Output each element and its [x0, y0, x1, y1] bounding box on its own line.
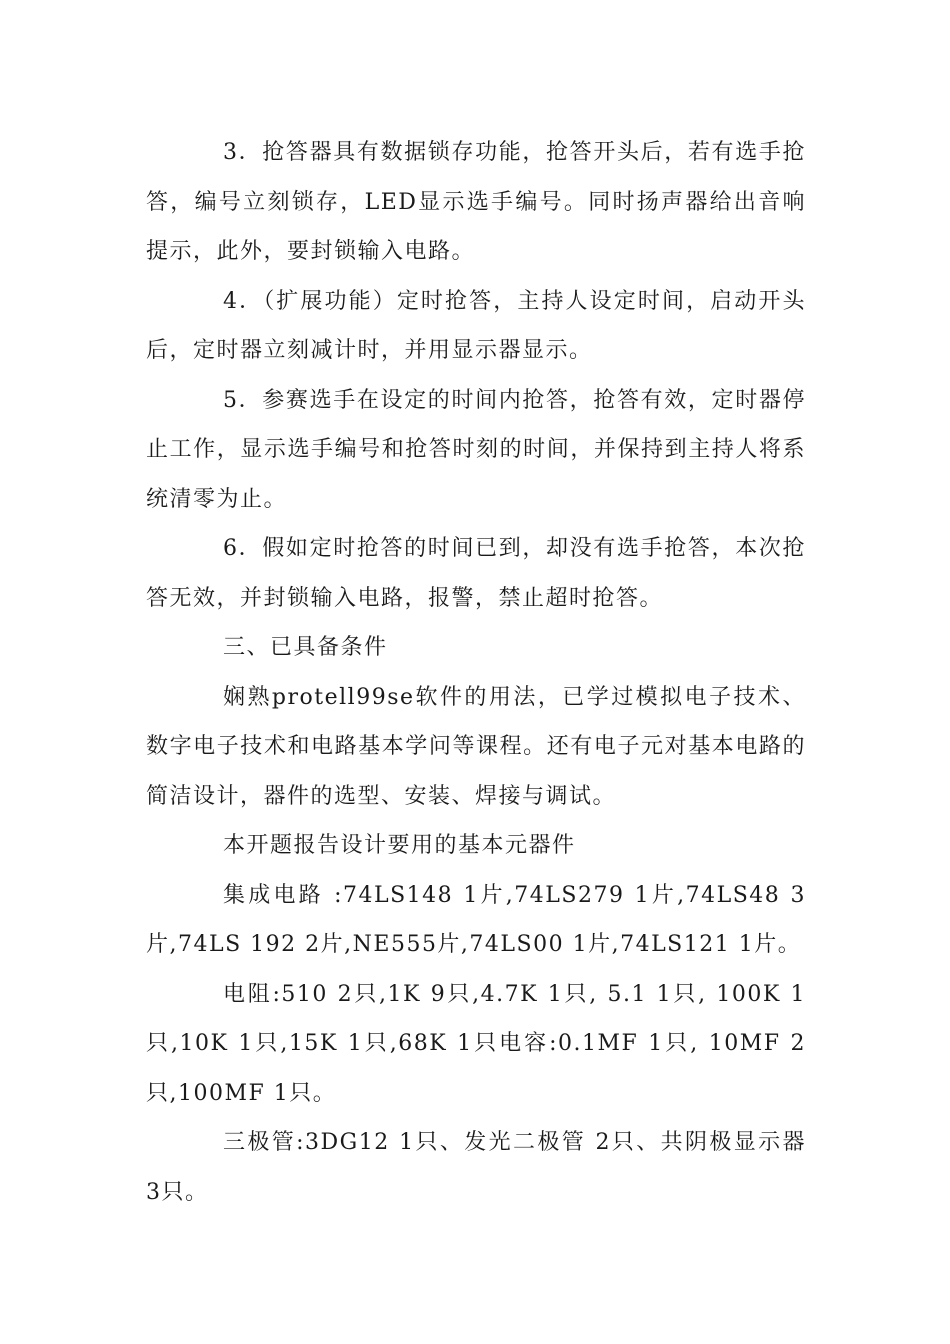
- section-heading-conditions: 三、已具备条件: [223, 635, 388, 660]
- paragraph-transistors-displays: 三极管:3DG12 1只、发光二极管 2只、共阴极显示器 3只。: [146, 1130, 806, 1205]
- paragraph-requirement-6: 6．假如定时抢答的时间已到，却没有选手抢答，本次抢答无效，并封锁输入电路，报警，禁止超时抢答。: [146, 536, 806, 611]
- paragraph-requirement-3: 3．抢答器具有数据锁存功能，抢答开头后，若有选手抢答，编号立刻锁存，LED显示选手编号。同时扬声器给出音响提示，此外，要封锁输入电路。: [146, 140, 806, 264]
- document-body: [146, 128, 806, 1217]
- paragraph-skills: 娴熟protell99se软件的用法，已学过模拟电子技术、数字电子技术和电路基本学问等课程。还有电子元对基本电路的简洁设计，器件的选型、安装、焊接与调试。: [146, 684, 806, 809]
- paragraph-components-intro: 本开题报告设计要用的基本元器件: [223, 833, 576, 858]
- paragraph-requirement-5: 5．参赛选手在设定的时间内抢答，抢答有效，定时器停止工作，显示选手编号和抢答时刻的时间，并保持到主持人将系统清零为止。: [146, 387, 806, 512]
- paragraph-requirement-4: 4．（扩展功能）定时抢答，主持人设定时间，启动开头后，定时器立刻减计时，并用显示器显示。: [146, 288, 806, 363]
- paragraph-integrated-circuits: 集成电路 :74LS148 1片,74LS279 1片,74LS48 3片,74LS 192 2片,NE555片,74LS00 1片,74LS121 1片。: [146, 882, 806, 957]
- paragraph-resistors-capacitors: 电阻:510 2只,1K 9只,4.7K 1只, 5.1 1只, 100K 1只,10K 1只,15K 1只,68K 1只电容:0.1MF 1只, 10MF 2只,100MF 1只。: [146, 981, 806, 1106]
